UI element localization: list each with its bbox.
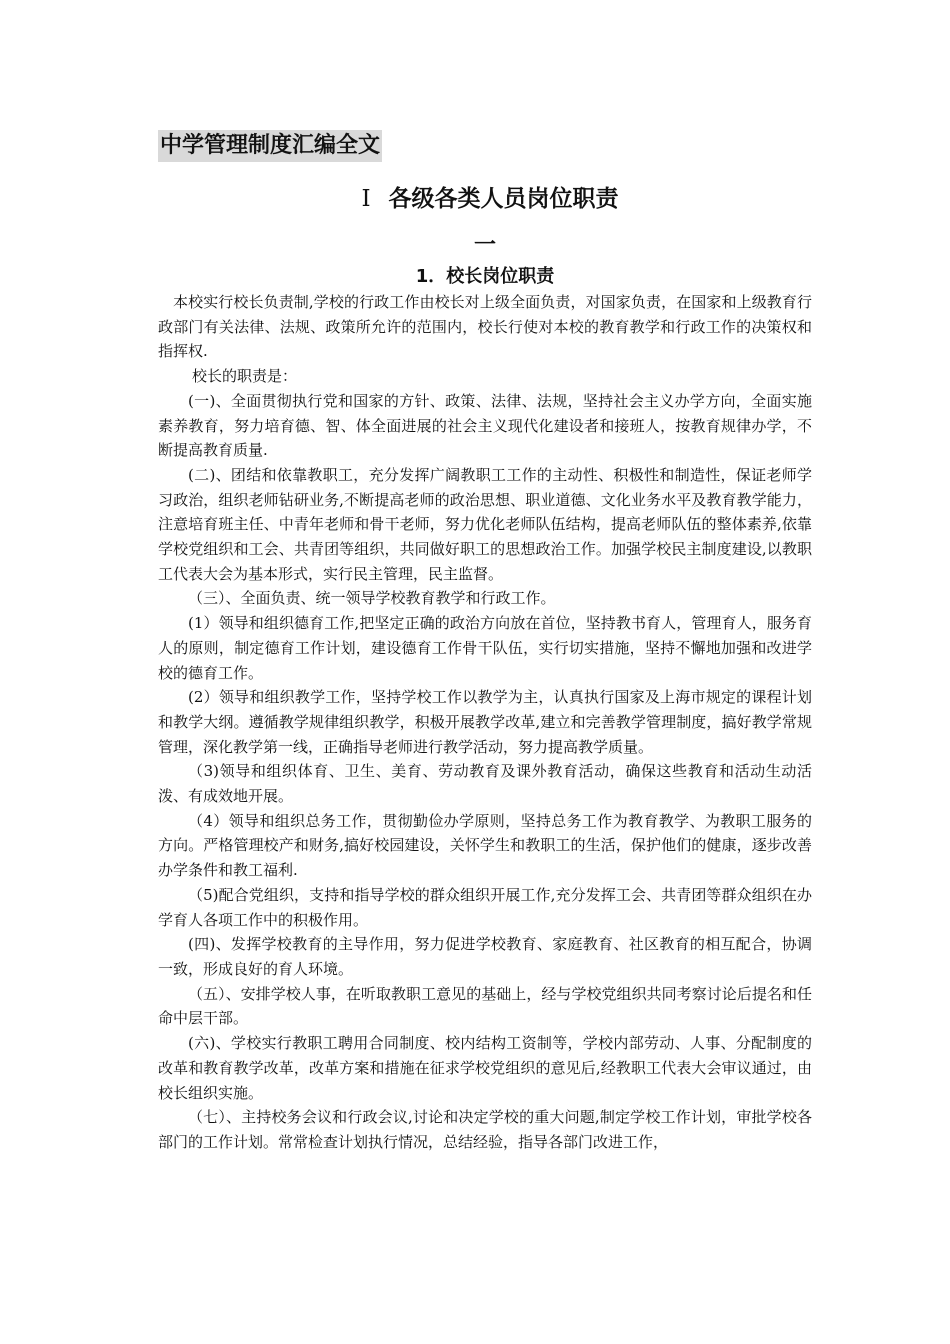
- paragraph-sub-2: (2）领导和组织教学工作，坚持学校工作以教学为主，认真执行国家及上海市规定的课程计划和教学大纲。遵循教学规律组织教学，积极开展教学改革,建立和完善教学管理制度，搞好教学常规管理，深化教学第一线，正确指导老师进行教学活动，努力提高教学质量。: [158, 688, 812, 756]
- part-heading: [158, 182, 812, 216]
- document-body: [158, 290, 812, 1155]
- paragraph-sub-5: （5)配合党组织，支持和指导学校的群众组织开展工作,充分发挥工会、共青团等群众组织在办学育人各项工作中的积极作用。: [158, 885, 812, 929]
- paragraph-item-6: (六)、学校实行教职工聘用合同制度、校内结构工资制等，学校内部劳动、人事、分配制度的改革和教育教学改革，改革方案和措施在征求学校党组织的意见后,经教职工代表大会审议通过，由校长组织实施。: [158, 1034, 812, 1102]
- paragraph-sub-1: (1）领导和组织德育工作,把坚定正确的政治方向放在首位，坚持教书育人，管理育人，服务育人的原则，制定德育工作计划，建设德育工作骨干队伍，实行切实措施，坚持不懈地加强和改进学校的德育工作。: [158, 614, 812, 682]
- paragraph-item-5: （五）、安排学校人事，在听取教职工意见的基础上，经与学校党组织共同考察讨论后提名和任命中层干部。: [158, 984, 812, 1028]
- document-page: [158, 130, 812, 1155]
- paragraph-intro: 本校实行校长负责制,学校的行政工作由校长对上级全面负责，对国家负责，在国家和上级教育行政部门有关法律、法规、政策所允许的范围内，校长行使对本校的教育教学和行政工作的决策权和指挥权.: [158, 293, 812, 361]
- paragraph-item-2: (二)、团结和依靠教职工，充分发挥广阔教职工工作的主动性、积极性和制造性，保证老师学习政治，组织老师钻研业务,不断提高老师的政治思想、职业道德、文化业务水平及教育教学能力，注意培育班主任、中青年老师和骨干老师，努力优化老师队伍结构，提高老师队伍的整体素养,依靠学校党组织和工会、共青团等组织，共同做好职工的思想政治工作。加强学校民主制度建设,以教职工代表大会为基本形式，实行民主管理，民主监督。: [158, 465, 812, 583]
- paragraph-item-3: （三）、全面负责、统一领导学校教育教学和行政工作。: [188, 589, 556, 608]
- document-title: 中学管理制度汇编全文: [158, 130, 382, 162]
- chapter-divider: 一: [473, 232, 496, 258]
- section-title: 1．校长岗位职责: [415, 266, 555, 287]
- paragraph-sub-3: （3)领导和组织体育、卫生、美育、劳动教育及课外教育活动，确保这些教育和活动生动活泼、有成效地开展。: [158, 762, 812, 806]
- paragraph-item-1: (一)、全面贯彻执行党和国家的方针、政策、法律、法规，坚持社会主义办学方向，全面实施素养教育，努力培育德、智、体全面进展的社会主义现代化建设者和接班人，按教育规律办学，不断提高教育质量.: [158, 391, 812, 460]
- paragraph-duties-lead: 校长的职责是：: [192, 367, 298, 386]
- part-title: 各级各类人员岗位职责: [388, 186, 619, 212]
- paragraph-item-7: （七）、主持校务会议和行政会议,讨论和决定学校的重大问题,制定学校工作计划，审批学校各部门的工作计划。常常检查计划执行情况，总结经验，指导各部门改进工作，: [158, 1108, 812, 1151]
- part-numeral: Ⅰ: [361, 186, 371, 212]
- paragraph-sub-4: （4）领导和组织总务工作，贯彻勤俭办学原则，坚持总务工作为教育教学、为教职工服务的方向。严格管理校产和财务,搞好校园建设，关怀学生和教职工的生活，保护他们的健康，逐步改善办学条件和教工福利.: [158, 811, 812, 880]
- paragraph-item-4: (四)、发挥学校教育的主导作用，努力促进学校教育、家庭教育、社区教育的相互配合，协调一致，形成良好的育人环境。: [158, 935, 812, 978]
